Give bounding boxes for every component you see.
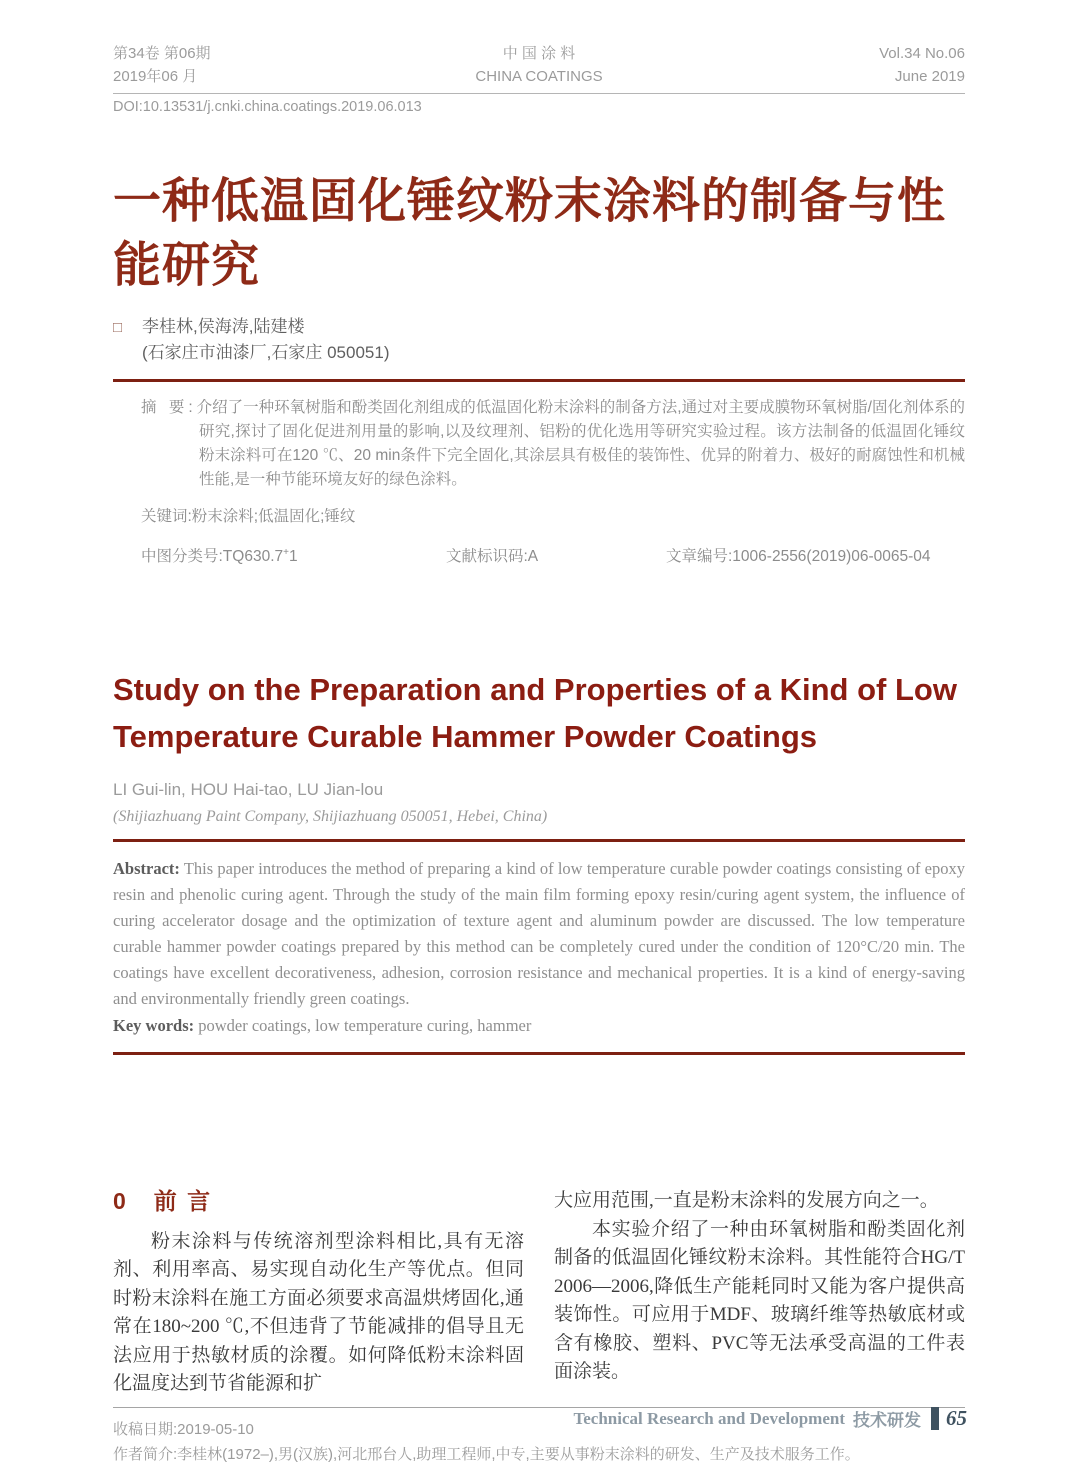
journal-name-cn: 中 国 涂 料 xyxy=(502,45,576,62)
date-cn: 2019年06 月 xyxy=(113,68,198,85)
abstract-cn xyxy=(141,396,965,492)
authors-en: LI Gui-lin, HOU Hai-tao, LU Jian-lou xyxy=(113,780,384,799)
abstract-en-text: This paper introduces the method of preparing a kind of low temperature curable powder coatings consisting of epoxy resin and phenolic curing agent. Through the study of the main film forming epoxy resin/curing agent system, the influence of curing accelerator dosage and the optimization of texture agent and aluminum powder are discussed. The low temperature curable hammer powder coatings prepared by this method can be completely cured under the condition of 120°C/20 min. The coatings have excellent decorativeness, adhesion, corrosion resistance and mechanical properties. It is a kind of energy-saving and environmentally friendly green coatings. xyxy=(113,859,965,1008)
affiliation-cn: (石家庄市油漆厂,石家庄 050051) xyxy=(142,343,390,362)
header-volume-info xyxy=(603,42,965,88)
journal-name xyxy=(475,42,602,88)
document-code: 文献标识码:A xyxy=(446,548,539,565)
article-title-en: Study on the Preparation and Properties of a Kind of Low Temperature Curable Hammer Powder Coatings xyxy=(113,672,957,754)
section-heading xyxy=(113,1187,524,1216)
divider-rule-top xyxy=(113,379,965,382)
abstract-en-label: Abstract: xyxy=(113,859,180,878)
author-bio: 作者简介:李桂林(1972–),男(汉族),河北邢台人,助理工程师,中专,主要从事粉末涂料的研发、生产及技术服务工作。 xyxy=(113,1445,860,1463)
abstract-cn-label: 摘 要: xyxy=(141,399,197,416)
abstract-en xyxy=(113,856,965,1012)
keywords-en xyxy=(113,1013,965,1039)
body-column-right xyxy=(554,1187,965,1399)
page-number: 65 xyxy=(946,1406,967,1430)
body-paragraph-left: 粉末涂料与传统溶剂型涂料相比,具有无溶剂、利用率高、易实现自动化生产等优点。但同时粉末涂料在施工方面必须要求高温烘烤固化,通常在180~200 ℃,不但违背了节能减排的倡导且无法应用于热敏材质的涂覆。如何降低粉末涂料固化温度达到节省能源和扩 xyxy=(113,1230,524,1394)
footer-bar-icon xyxy=(931,1407,939,1430)
keywords-en-label: Key words: xyxy=(113,1016,195,1035)
volume-issue-en: Vol.34 No.06 xyxy=(879,45,965,62)
classification-row xyxy=(141,544,965,566)
section-number: 0 xyxy=(113,1188,128,1214)
footer-section-cn: 技术研发 xyxy=(853,1411,921,1430)
author-marker-icon: □ xyxy=(113,319,123,336)
keywords-en-text: powder coatings, low temperature curing, hammer xyxy=(194,1016,532,1035)
journal-header xyxy=(113,42,965,94)
body-paragraph-right: 本实验介绍了一种由环氧树脂和酚类固化剂制备的低温固化锤纹粉末涂料。其性能符合HG/T 2006—2006,降低生产能耗同时又能为客户提供高装饰性。可应用于MDF、玻璃纤维等热敏底材或含有橡胶、塑料、PVC等无法承受高温的工件表面涂装。 xyxy=(554,1218,965,1382)
authors-cn-block xyxy=(113,314,965,366)
journal-name-en: CHINA COATINGS xyxy=(475,68,603,85)
header-issue-info xyxy=(113,42,475,88)
received-date: 收稿日期:2019-05-10 xyxy=(113,1420,254,1438)
abstract-cn-text: 介绍了一种环氧树脂和酚类固化剂组成的低温固化粉末涂料的制备方法,通过对主要成膜物环氧树脂/固化剂体系的研究,探讨了固化促进剂用量的影响,以及纹理剂、铝粉的优化选用等研究实验过程。该方法制备的低温固化锤纹粉末涂料可在120 ℃、20 min条件下完全固化,其涂层具有极佳的装饰性、优异的附着力、极好的耐腐蚀性和机械性能,是一种节能环境友好的绿色涂料。 xyxy=(196,399,965,488)
body-paragraph-right-continuation: 大应用范围,一直是粉末涂料的发展方向之一。 xyxy=(554,1190,939,1211)
volume-issue-cn: 第34卷 第06期 xyxy=(113,45,211,62)
date-en: June 2019 xyxy=(894,68,965,85)
divider-rule-mid xyxy=(113,839,965,842)
author-names-cn: 李桂林,侯海涛,陆建楼 xyxy=(142,317,305,336)
clc-superscript: + xyxy=(283,546,289,558)
clc-number: 中图分类号:TQ630.7+1 xyxy=(141,546,298,565)
article-id: 文章编号:1006-2556(2019)06-0065-04 xyxy=(666,548,931,565)
affiliation-en: (Shijiazhuang Paint Company, Shijiazhuang 050051, Hebei, China) xyxy=(113,808,548,825)
footer-section-en: Technical Research and Development xyxy=(573,1408,845,1428)
divider-rule-bottom xyxy=(113,1052,965,1055)
doi-line: DOI:10.13531/j.cnki.china.coatings.2019.06.013 xyxy=(113,99,422,115)
keywords-cn: 关键词:粉末涂料;低温固化;锤纹 xyxy=(141,508,356,525)
section-title: 前 言 xyxy=(153,1188,213,1214)
article-title-cn: 一种低温固化锤纹粉末涂料的制备与性能研究 xyxy=(113,175,947,292)
page-footer xyxy=(573,1406,967,1431)
body-columns xyxy=(113,1187,965,1399)
body-column-left xyxy=(113,1187,524,1399)
